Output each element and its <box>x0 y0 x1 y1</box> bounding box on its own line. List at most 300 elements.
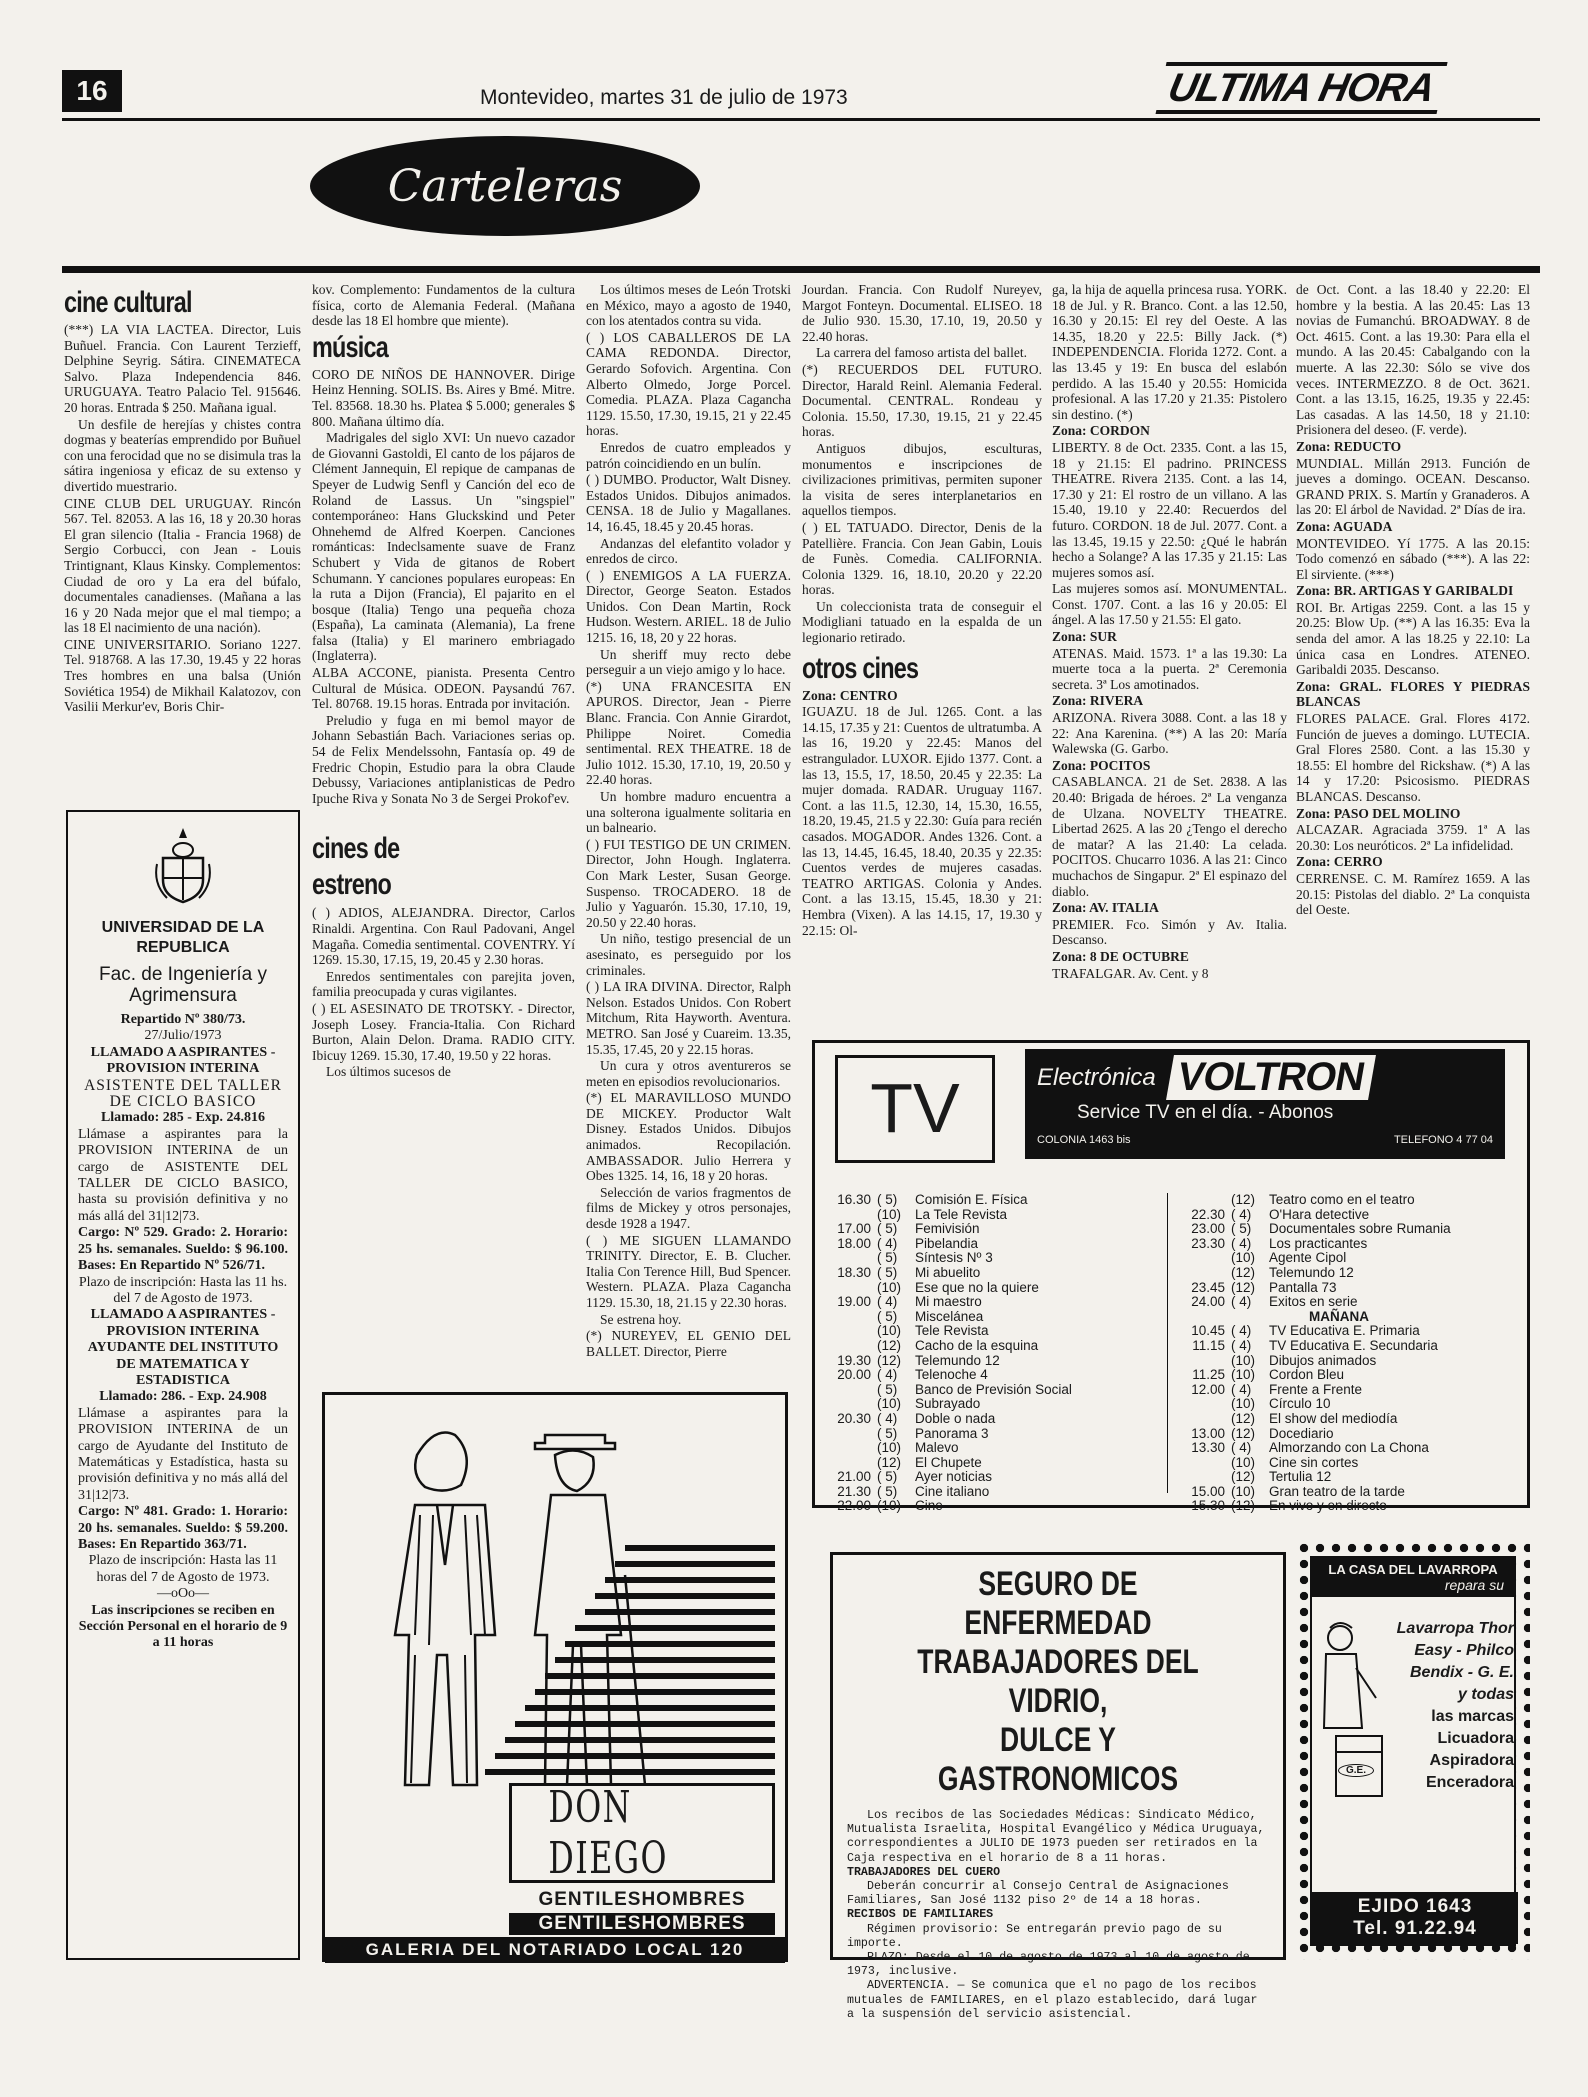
tv-time <box>821 1324 877 1339</box>
lavarropa-ad <box>1310 1556 1516 1946</box>
tv-show: Teatro como en el teatro <box>1269 1192 1415 1207</box>
masthead-logo <box>1154 66 1545 120</box>
paragraph: ARIZONA. Rivera 3088. Cont. a las 18 y 22: Ana Karenina. (**) A las 20: María Walewska (G. Garbo. <box>1052 710 1287 757</box>
tv-channel: (10) <box>1231 1352 1256 1368</box>
section-banner <box>310 136 700 236</box>
don-diego-ad <box>322 1392 788 1962</box>
tv-show: Ese que no la quiere <box>915 1279 1039 1295</box>
seguro-text: Los recibos de las Sociedades Médicas: Sindicato Médico, Mutualista Israelita, Hospital Evangélico y Médica Uruguaya, correspondientes a JULIO DE 1973 pueden ser retirados en la Caja respectiva en el horario de 8 a 11 horas. <box>847 1809 1265 1865</box>
don-diego-address: GALERIA DEL NOTARIADO LOCAL 120 <box>325 1937 785 1963</box>
tv-time <box>821 1310 877 1325</box>
tv-channel: (10) <box>1231 1454 1256 1470</box>
tv-show: El show del mediodía <box>1269 1410 1398 1426</box>
tv-time: 13.30 <box>1191 1440 1225 1456</box>
paragraph: ( ) LA IRA DIVINA. Director, Ralph Nelson. Estados Unidos. Con Robert Mitchum, Rita Hayworth. Aventura. METRO. San José y Cuareim. 13.35, 15.35, 17.45, 20 y 22.15 horas. <box>586 979 791 1057</box>
tv-channel: (12) <box>1231 1264 1256 1280</box>
tv-show: Círculo 10 <box>1269 1396 1331 1412</box>
seguro-text: PLAZO: Desde el 10 de agosto de 1973 al 10 de agosto de 1973, inclusive. <box>847 1951 1250 1979</box>
lavarropa-subtitle: repara su <box>1312 1577 1514 1597</box>
tv-program-row <box>1175 1339 1525 1354</box>
paragraph: kov. Complemento: Fundamentos de la cultura física, corto de Alemania Federal. (Mañana desde las 18 El hombre que miente). <box>312 282 575 329</box>
zone-heading: Zona: REDUCTO <box>1296 438 1402 454</box>
tv-program-row <box>821 1397 1161 1412</box>
tv-program-right <box>1175 1193 1525 1514</box>
tv-channel: (12) <box>1231 1498 1256 1514</box>
tv-show: Cordon Bleu <box>1269 1367 1345 1383</box>
voltron-address: COLONIA 1463 bis <box>1037 1134 1131 1146</box>
tv-program-row <box>821 1368 1161 1383</box>
paragraph: Un niño, testigo presencial de un asesinato, es perseguido por los criminales. <box>586 931 791 978</box>
tv-program-row <box>1175 1383 1525 1398</box>
paragraph: CERRENSE. C. M. Ramírez 1659. A las 20.15: Pistolas del diablo. 2ª La conquista del Oeste. <box>1296 870 1530 918</box>
tv-program-left <box>821 1193 1161 1514</box>
seguro-heading-2: TRABAJADORES DEL VIDRIO, <box>917 1643 1199 1720</box>
tv-time: 16.30 <box>837 1192 871 1207</box>
voltron-brand: VOLTRON <box>1166 1055 1376 1100</box>
paragraph: MONTEVIDEO. Yí 1775. A las 20.15: Todo comenzó en sábado (***). A las 22: El sirviente. (***) <box>1296 535 1530 582</box>
zone-heading: Zona: RIVERA <box>1052 693 1144 709</box>
lavarropa-brand: las marcas <box>1431 1708 1514 1725</box>
column-musica-estreno <box>312 282 575 1392</box>
tv-show: TV Educativa E. Secundaria <box>1269 1337 1438 1353</box>
tv-time <box>821 1427 877 1442</box>
tv-program-row <box>1175 1397 1525 1412</box>
tv-time: 20.30 <box>837 1410 871 1426</box>
paragraph: Las mujeres somos así. MONUMENTAL. Const. 1707. Cont. a las 16 y 20.05: El ángel. A las 17.50 y 21.55: El gato. <box>1052 581 1287 628</box>
paragraph: Andanzas del elefantito volador y enredos de circo. <box>586 535 791 567</box>
tv-channel: ( 4) <box>1231 1294 1252 1310</box>
tv-time: 18.00 <box>837 1235 871 1251</box>
don-diego-logo-box <box>509 1783 775 1883</box>
seguro-enfermedad-ad <box>830 1552 1286 2021</box>
seguro-text: ADVERTENCIA. — Se comunica que el no pago de los recibos mutuales de FAMILIARES, en el plazo establecido, dará lugar a la suspensión del servicio asistencial. <box>847 1979 1258 2021</box>
paragraph: Los últimos meses de León Trotski en México, mayo a agosto de 1940, con los atentados contra su vida. <box>586 282 791 329</box>
lavarropa-brand: y todas <box>1457 1686 1514 1703</box>
tv-channel: (12) <box>877 1352 902 1368</box>
tv-channel: (12) <box>1231 1469 1256 1485</box>
paragraph: ATENAS. Maid. 1573. 1ª a las 19.30: La muerte toca a la puerta. 2ª Ceremonia secreta. 3ª Los amotinados. <box>1052 645 1287 692</box>
tv-program-row <box>821 1339 1161 1354</box>
tv-program-row <box>821 1383 1161 1398</box>
tv-time: 24.00 <box>1191 1294 1225 1310</box>
lavarropa-brand: Bendix - G. E. <box>1409 1664 1514 1681</box>
ad-line: 27/Julio/1973 <box>144 1028 222 1044</box>
zone-heading: Zona: GRAL. FLORES Y PIEDRAS BLANCAS <box>1296 678 1530 710</box>
don-diego-brand: DON DIEGO <box>548 1782 668 1884</box>
don-diego-tagline-1: GENTILESHOMBRES <box>538 1889 746 1910</box>
tv-channel: (10) <box>877 1440 902 1456</box>
tv-show: En vivo y en directo <box>1269 1498 1387 1514</box>
ad-line: LLAMADO A ASPIRANTES - PROVISION INTERINA <box>90 1307 276 1339</box>
tv-time <box>1175 1266 1231 1281</box>
tv-channel: (12) <box>1231 1279 1256 1295</box>
tv-channel: ( 4) <box>1231 1337 1252 1353</box>
paragraph: Madrigales del siglo XVI: Un nuevo cazador de Giovanni Gastoldi, El canto de los pájaros de Clément Jannequin, El repique de campanas de Speyer de Ludwig Senfl y Canción del eco de Roland de Lassus. Un "singspiel" contemporáneo: Hans Gluckskind und Peter Ohnehemd de Alfred Koerpen. Canciones románticas: Indeclsamente suave de Franz Schubert y Vida de gitanos de Robert Schumann. Y canciones populares europeas: En la ruta a Dijon (Francia), El pajarito en el bosque (Italia) Tengo una pequeña choza (España), La caminata (Alemania), La frene falsa (Italia) y El marinero embriagado (Inglaterra). <box>312 430 575 664</box>
tv-show: Banco de Previsión Social <box>915 1381 1072 1397</box>
tv-time: 18.30 <box>837 1264 871 1280</box>
ad-title: UNIVERSIDAD DE LA REPUBLICA <box>101 919 265 956</box>
woman-appliance-icon <box>1316 1618 1386 1818</box>
paragraph: CINE CLUB DEL URUGUAY. Rincón 567. Tel. 82053. A las 16, 18 y 20.30 horas El gran silencio (Italia - Francia 1968) de Sergio Corbucci, con Jean - Louis Trintignant, Klaus Kinsky. Complementos: Ciudad de oro y La era del búfalo, documentales canadienses. (Mañana a las 16 y 20 Nada mejor que el mal tiempo; a las 18 El nacimiento de una nación). <box>64 495 301 636</box>
tv-show: Mi abuelito <box>915 1264 981 1280</box>
tv-program-row <box>1175 1266 1525 1281</box>
paragraph: ( ) ME SIGUEN LLAMANDO TRINITY. Director, E. B. Clucher. Italia Con Terence Hill, Bud Spencer. Western. PLAZA. Plaza Cagancha 1129. 15.30, 18, 21.15 y 22.30 horas. <box>586 1232 791 1310</box>
tv-show: Almorzando con La Chona <box>1269 1440 1429 1456</box>
tv-time <box>1175 1397 1231 1412</box>
paragraph: Antiguos dibujos, esculturas, monumentos e inscripciones de civilizaciones primitivas, permiten suponer la visita de seres interplanetarios en aquellos tiempos. <box>802 440 1042 519</box>
column-cine-cultural <box>64 284 301 804</box>
paragraph: CORO DE NIÑOS DE HANNOVER. Dirige Heinz Henning. SOLIS. Bs. Aires y Bmé. Mitre. Tel. 83568. 18.30 hs. Platea $ 5.000; generales $ 800. Mañana último día. <box>312 366 575 429</box>
tv-channel: ( 5) <box>877 1381 898 1397</box>
ad-line: —oOo— <box>156 1586 210 1602</box>
ad-line: Plazo de inscripción: Hasta las 11 horas del 7 de Agosto de 1973. <box>88 1553 278 1585</box>
seguro-text: Régimen provisorio: Se entregarán previo pago de su importe. <box>847 1922 1222 1950</box>
tv-channel: (10) <box>877 1206 902 1222</box>
tv-time <box>1175 1412 1231 1427</box>
zone-heading: Zona: CERRO <box>1296 854 1383 870</box>
paragraph: (*) EL MARAVILLOSO MUNDO DE MICKEY. Productor Walt Disney. Estados Unidos. Dibujos animados. Recopilación. AMBASSADOR. Julio Herrera y Obes 1325. 14, 16, 18 y 20 horas. <box>586 1090 791 1184</box>
tv-show: Subrayado <box>915 1396 981 1412</box>
tv-channel: ( 5) <box>877 1264 898 1280</box>
tv-program-row <box>821 1266 1161 1281</box>
paragraph: Un sheriff muy recto debe perseguir a un viejo amigo y lo hace. <box>586 646 791 678</box>
section-title-otros-cines: otros cines <box>802 651 919 685</box>
tv-program-row <box>821 1412 1161 1427</box>
zone-heading: Zona: SUR <box>1052 629 1117 645</box>
paragraph: Enredos de cuatro empleados y patrón coincidiendo en un bulín. <box>586 439 791 471</box>
tv-channel: ( 5) <box>877 1221 898 1237</box>
tv-channel: ( 4) <box>877 1235 898 1251</box>
paragraph: Enredos sentimentales con parejita joven, familia preocupada y curas vigilantes. <box>312 968 575 1000</box>
paragraph: LIBERTY. 8 de Oct. 2335. Cont. a las 15, 18 y 21.15: El padrino. PRINCESS THEATRE. Rivera 2135. Cont. a las 14, 17.30 y 21: El rostro de un villano. A las 15.40, 19.10 y 22.40: Recuerdos del futuro. CORDON. 18 de Jul. 2077. Cont. a las 13.45, 19.15 y 22.50: ¿Qué le habrán hecho a Solange? A las 17.35 y 21.15: Las mujeres somos así. <box>1052 439 1287 580</box>
tv-program-row <box>821 1354 1161 1369</box>
tv-program-row <box>1175 1193 1525 1208</box>
paragraph: La carrera del famoso artista del ballet. <box>816 345 1028 361</box>
tv-time: 11.25 <box>1192 1367 1225 1383</box>
tv-time: 13.00 <box>1191 1425 1225 1441</box>
tv-program-row <box>821 1310 1161 1325</box>
shield-icon <box>153 824 213 904</box>
paragraph: Preludio y fuga en mi bemol mayor de Johann Sebastián Bach. Variaciones serias op. 54 de Felix Mendelssohn, Fantasía op. 49 de Fredric Chopin, Estudio para la obra Claude Debussy, Variaciones antiplanisticas de Pedro Ipuche Riva y Sonata No 3 de Sergei Prokof'ev. <box>312 712 575 806</box>
paragraph: ( ) ENEMIGOS A LA FUERZA. Director, George Seaton. Estados Unidos. Con Dean Martin, Rock Hudson. Western. ARIEL. 18 de Julio 1215. 16, 18, 20 y 22 horas. <box>586 567 791 646</box>
seguro-heading-3: DULCE Y GASTRONOMICOS <box>937 1721 1179 1798</box>
tv-show: Cine italiano <box>915 1483 990 1499</box>
ad-line: AYUDANTE DEL INSTITUTO DE MATEMATICA Y ESTADISTICA <box>87 1340 279 1388</box>
tv-show: Cine sin cortes <box>1269 1454 1359 1470</box>
tv-channel: ( 5) <box>1231 1221 1252 1237</box>
paragraph: (*) RECUERDOS DEL FUTURO. Director, Harald Reinl. Alemania Federal. Documental. CENTRAL. Rondeau y Colonia. 15.50, 17.30, 19.15, 21 y 22.45 horas. <box>802 361 1042 440</box>
tv-program-row <box>1175 1281 1525 1296</box>
tv-section <box>812 1040 1530 1514</box>
column-zonas-2 <box>1296 282 1530 1042</box>
tv-channel: (10) <box>1231 1396 1256 1412</box>
tv-channel: (12) <box>877 1454 902 1470</box>
lavarropa-badge: G.E. <box>1338 1764 1374 1777</box>
tv-program-row <box>1175 1412 1525 1427</box>
voltron-service: Service TV en el día. - Abonos <box>1077 1102 1334 1123</box>
tv-show: Cine <box>915 1498 943 1514</box>
gentlemen-illustration-icon <box>325 1395 785 1795</box>
tv-program-row <box>821 1222 1161 1237</box>
tv-program-row <box>1175 1222 1525 1237</box>
paragraph: ( ) ADIOS, ALEJANDRA. Director, Carlos Rinaldi. Argentina. Con Raul Padovani, Angel Magaña. Comedia sentimental. COVENTRY. Yí 1269. 15.30, 17.15, 19, 20.45 y 2.30 horas. <box>312 905 575 968</box>
tv-time <box>1175 1193 1231 1208</box>
tv-show: Los practicantes <box>1269 1235 1368 1251</box>
tv-time: 15.00 <box>1191 1483 1225 1499</box>
tv-channel: ( 4) <box>1231 1323 1252 1339</box>
lavarropa-brand: Enceradora <box>1425 1774 1514 1791</box>
tv-channel: ( 4) <box>877 1367 898 1383</box>
tv-show: Comisión E. Física <box>915 1192 1028 1207</box>
seguro-heading-1: SEGURO DE ENFERMEDAD <box>964 1565 1152 1642</box>
tv-time: 11.15 <box>1192 1337 1225 1353</box>
tv-program-row <box>821 1295 1161 1310</box>
tv-channel: ( 4) <box>1231 1235 1252 1251</box>
tv-program-row <box>821 1237 1161 1252</box>
banner-rule <box>62 266 1540 273</box>
paragraph: ( ) FUI TESTIGO DE UN CRIMEN. Director, John Hough. Inglaterra. Con Mark Lester, Susan George. Suspenso. TROCADERO. 18 de Julio y Yaguarón. 15.30, 17.10, 19, 20.50 y 22.40 horas. <box>586 836 791 930</box>
zone-heading: Zona: CORDON <box>1052 423 1150 439</box>
paragraph: Un coleccionista trata de conseguir el Modigliani tatuado en la espalda de un legionario retirado. <box>802 598 1042 646</box>
tv-channel: ( 4) <box>1231 1440 1252 1456</box>
ad-line: ASISTENTE DEL TALLER DE CICLO BASICO <box>84 1076 282 1111</box>
tv-channel: (10) <box>1231 1250 1256 1266</box>
tv-program-row <box>821 1441 1161 1456</box>
zone-heading: Zona: 8 DE OCTUBRE <box>1052 948 1189 964</box>
tv-program-row <box>1175 1251 1525 1266</box>
lavarropa-brand: Aspiradora <box>1429 1752 1514 1769</box>
tv-time <box>821 1397 877 1412</box>
tv-channel: ( 5) <box>877 1469 898 1485</box>
ad-line: LLAMADO A ASPIRANTES - PROVISION INTERINA <box>90 1044 276 1077</box>
tv-show: Pibelandia <box>915 1235 979 1251</box>
section-title-musica: música <box>312 330 388 364</box>
tv-program-row <box>821 1485 1161 1500</box>
tv-time: 19.00 <box>837 1294 871 1310</box>
paragraph: (***) LA VIA LACTEA. Director, Luis Buñuel. Francia. Con Laurent Terzieff, Delphine Seyrig. Sátira. CINEMATECA Salvo. Plaza Independencia 846. URUGUAYA. Teatro Palacio Tel. 915646. 20 horas. Entrada $ 250. Mañana igual. <box>64 322 301 415</box>
tv-channel: ( 4) <box>877 1410 898 1426</box>
paragraph: Un desfile de herejías y chistes contra dogmas y beaterías emprendido por Buñuel con una ferocidad que no se disimula tras la sátira ingeniosa y eficaz de su extenso y divertido muestrario. <box>64 416 301 494</box>
tv-show: Miscelánea <box>915 1308 984 1324</box>
tv-show: Gran teatro de la tarde <box>1269 1483 1405 1499</box>
tv-channel: (10) <box>877 1323 902 1339</box>
tv-program-row <box>1175 1208 1525 1223</box>
tv-channel: (10) <box>877 1498 902 1514</box>
lavarropa-brand: Lavarropa Thor <box>1396 1620 1514 1637</box>
tv-channel: (12) <box>1231 1410 1256 1426</box>
tv-channel: ( 5) <box>877 1250 898 1266</box>
lavarropa-title: LA CASA DEL LAVARROPA <box>1312 1558 1514 1577</box>
tv-channel: ( 5) <box>877 1425 898 1441</box>
lavarropa-phone: Tel. 91.22.94 <box>1353 1918 1477 1939</box>
seguro-text: RECIBOS DE FAMILIARES <box>847 1908 994 1922</box>
tv-show: Telemundo 12 <box>1269 1264 1354 1280</box>
tv-time: 10.45 <box>1191 1323 1225 1339</box>
tv-program-row <box>821 1324 1161 1339</box>
section-title-estreno-1: cines de <box>312 832 400 866</box>
ad-line: Llamado: 285 - Exp. 24.816 <box>100 1110 266 1126</box>
tv-program-row <box>821 1251 1161 1266</box>
tv-program-row <box>1175 1485 1525 1500</box>
paragraph: de Oct. Cont. a las 18.40 y 22.20: El hombre y la bestia. A las 20.45: Las 13 novias de Fumanchú. BROADWAY. 8 de Oct. 4615. Cont. a las 19.30: Para ella el mundo. A las 20.45: Cabalgando con la muerte. A las 22.30: Sólo se vive dos veces. INTERMEZZO. 8 de Oct. 3621. Cont. a las 13.15, 16.25, 19.35 y 22.45: Las casadas. A las 14.50, 18 y 21.10: Prisionera del deseo. (F. verde). <box>1296 282 1530 438</box>
paragraph: ALBA ACCONE, pianista. Presenta Centro Cultural de Música. ODEON. Paysandú 767. Tel. 80768. 19.15 horas. Entrada por invitación. <box>312 665 575 712</box>
issue-date: Montevideo, martes 31 de julio de 1973 <box>480 86 848 109</box>
tv-show: O'Hara detective <box>1269 1206 1370 1222</box>
tv-time: 23.00 <box>1191 1221 1225 1237</box>
tv-time: 20.00 <box>837 1367 871 1383</box>
paragraph: ( ) EL ASESINATO DE TROTSKY. - Director, Joseph Losey. Francia-Italia. Con Richard Burton, Alain Delon. Drama. RADIO CITY. Ibicuy 1269. 15.30, 17.40, 19.50 y 22 horas. <box>312 1000 575 1063</box>
paragraph: Selección de varios fragmentos de films de Mickey y otros personajes, desde 1928 a 1947. <box>586 1184 791 1232</box>
paragraph: IGUAZU. 18 de Jul. 1265. Cont. a las 14.15, 17.35 y 21: Cuentos de ultratumba. A las 16, 19.20 y 22.45: Manos del estrangulador. LUXOR. Ejido 1377. Cont. a las 13, 15.5, 17, 18.50, 20.45 y 22.35: La mujer domada. RADAR. Uruguay 1167. Cont. a las 11.5, 12.30, 14, 15.30, 16.55, 18.20, 19.45, 21.5 y 22.30: Guía para recién casados. MOGADOR. Andes 1326. Cont. a las 13, 14.45, 16.45, 18.40, 20.35 y 22.35: Cuentos verdes de mujeres casadas. TEATRO ARTIGAS. Colonia y Andes. Cont. a las 13.15, 15.45, 18.30 y 21: Hembra (Vixen). A las 14.15, 17, 19.30 y 22.15: Ol- <box>802 704 1042 938</box>
zone-heading: Zona: AV. ITALIA <box>1052 900 1159 916</box>
tv-show: Frente a Frente <box>1269 1381 1363 1397</box>
tv-program-row <box>1175 1368 1525 1383</box>
tv-channel: ( 4) <box>1231 1206 1252 1222</box>
tv-show: Ayer noticias <box>915 1469 993 1485</box>
page-number: 16 <box>62 70 122 112</box>
column-zonas-1 <box>1052 282 1287 1042</box>
paragraph: (*) UNA FRANCESITA EN APUROS. Director, Jean - Pierre Blanc. Francia. Con Annie Girardot, Philippe Noiret. Comedia sentimental. REX THEATRE. 18 de Julio 1012. 15.30, 17.10, 19, 20.50 y 22.40 horas. <box>586 678 791 788</box>
paragraph: FLORES PALACE. Gral. Flores 4172. Función de jueves a domingo. LUTECIA. Gral Flores 2580. Cont. a las 15.30 y 18.55: El hombre del Rickshaw. (*) A las 14 y 17.20: Psicosismo. PIEDRAS BLANCAS. Descanso. <box>1296 711 1530 804</box>
tv-time <box>821 1339 877 1354</box>
paragraph: Un hombre maduro encuentra a una solterona igualmente solitaria en un balneario. <box>586 789 791 836</box>
tv-time: 19.30 <box>837 1352 871 1368</box>
tv-program-row <box>1175 1295 1525 1310</box>
lavarropa-brand: Easy - Philco <box>1414 1642 1514 1659</box>
ad-subtitle: Fac. de Ingeniería y Agrimensura <box>99 964 267 1006</box>
don-diego-tagline-2: GENTILESHOMBRES <box>509 1913 775 1935</box>
paragraph: Jourdan. Francia. Con Rudolf Nureyev, Margot Fonteyn. Documental. ELISEO. 18 de Julio 930. 15.30, 17.10, 19, 20.50 y 22.40 horas. <box>802 282 1042 344</box>
tv-time: 23.30 <box>1191 1235 1225 1251</box>
lavarropa-brand: Licuadora <box>1437 1730 1514 1747</box>
tv-channel: ( 4) <box>877 1294 898 1310</box>
tv-program-row <box>1175 1310 1525 1325</box>
zone-heading: Zona: AGUADA <box>1296 518 1393 534</box>
zone-heading: Zona: BR. ARTIGAS Y GARIBALDI <box>1296 583 1514 599</box>
zone-heading: Zona: POCITOS <box>1052 757 1151 773</box>
paragraph: Se estrena hoy. <box>600 1311 682 1327</box>
masthead-text: ULTIMA HORA <box>1156 62 1448 114</box>
tv-show: Pantalla 73 <box>1269 1279 1337 1295</box>
column-estreno-cont <box>586 282 791 1392</box>
tv-time: 12.00 <box>1191 1381 1225 1397</box>
paragraph: (*) NUREYEV, EL GENIO DEL BALLET. Director, Pierre <box>586 1328 791 1359</box>
ad-line: Cargo: Nº 529. Grado: 2. Horario: 25 hs. semanales. Sueldo: $ 96.100. Bases: En Repartido Nº 526/71. <box>78 1225 288 1274</box>
tv-show: Dibujos animados <box>1269 1352 1377 1368</box>
seguro-text: Deberán concurrir al Consejo Central de Asignaciones Familiares, San José 1132 piso 2º de 14 a 18 horas. <box>847 1880 1229 1908</box>
paragraph: MUNDIAL. Millán 2913. Función de jueves a domingo. OCEAN. Descanso. GRAND PRIX. S. Martín y Granaderos. A las 20: El árbol de Navidad. 2ª Días de ira. <box>1296 455 1530 518</box>
tv-time <box>821 1383 877 1398</box>
tv-program-row <box>821 1427 1161 1442</box>
tv-time: 15.30 <box>1191 1498 1225 1514</box>
tv-program-row <box>821 1499 1161 1514</box>
ad-line: Llámase a aspirantes para la PROVISION INTERINA de un cargo de Ayudante del Instituto de Matemáticas y Estadística, hasta su provisión definitiva y no más allá del 31|12|73. <box>78 1405 288 1503</box>
tv-time: 22.00 <box>837 1498 871 1514</box>
tv-program-row <box>1175 1499 1525 1514</box>
tv-channel: (10) <box>1231 1483 1256 1499</box>
voltron-ad <box>1025 1049 1505 1159</box>
tv-channel: ( 5) <box>877 1308 898 1324</box>
tv-show: Telenoche 4 <box>915 1367 988 1383</box>
tv-time: 17.00 <box>837 1221 871 1237</box>
paragraph: ( ) EL TATUADO. Director, Denis de la Patellière. Francia. Con Jean Gabin, Louis de Funès. Comedia. CALIFORNIA. Colonia 1329. 16, 18.10, 20.20 y 22.20 horas. <box>802 519 1042 598</box>
paragraph: TRAFALGAR. Av. Cent. y 8 <box>1052 965 1209 981</box>
tv-program-row <box>821 1281 1161 1296</box>
paragraph: CINE UNIVERSITARIO. Soriano 1227. Tel. 918768. A las 17.30, 19.45 y 22 horas Tres hombres en una balsa (Unión Soviética 1954) de Mikhail Kalatozov, con Vasilii Merkur'ev, Boris Chir- <box>64 636 301 715</box>
lavarropa-address: EJIDO 1643 <box>1357 1896 1473 1917</box>
tv-time <box>821 1281 877 1296</box>
tv-program-row <box>1175 1456 1525 1471</box>
section-title-cine-cultural: cine cultural <box>64 286 192 319</box>
tv-show: Cacho de la esquina <box>915 1337 1039 1353</box>
tv-time <box>1175 1251 1231 1266</box>
paragraph: ga, la hija de aquella princesa rusa. YORK. 18 de Jul. y R. Branco. Cont. a las 12.50, 16.30 y 20.15: El rey del Oeste. A las 14.35, 18.20 y 22.5: Billy Jack. (*) INDEPENDENCIA. Florida 1272. Cont. a las 13.45 y 19: En busca del eslabón perdido. A las 15.40 y 20.55: Homicida profesional. A las 17.20 y 21.35: Pistolero sin destino. (*) <box>1052 282 1287 422</box>
voltron-electronica: Electrónica <box>1037 1063 1156 1091</box>
tv-show: MAÑANA <box>1309 1308 1369 1324</box>
tv-time <box>1175 1354 1231 1369</box>
ad-line: Plazo de inscripción: Hasta las 11 hs. del 7 de Agosto de 1973. <box>78 1274 288 1306</box>
tv-program-row <box>1175 1354 1525 1369</box>
paragraph: ( ) LOS CABALLEROS DE LA CAMA REDONDA. Director, Gerardo Sofovich. Argentina. Con Alberto Olmedo, Jorge Porcel. Comedia. PLAZA. Plaza Cagancha 1129. 15.50, 17.30, 19.15, 21 y 22.45 horas. <box>586 329 791 439</box>
tv-channel: (12) <box>1231 1192 1256 1207</box>
tv-time: 21.00 <box>837 1469 871 1485</box>
ad-line: Repartido Nº 380/73. <box>120 1012 246 1027</box>
tv-label: TV <box>835 1055 995 1163</box>
paragraph: CASABLANCA. 21 de Set. 2838. A las 20.40: Brigada de héroes. 2ª La venganza de Ulzana. NOVELTY THEATRE. Libertad 2625. A las 20 ¿Tengo el derecho de matar? A las 21.40: La celada. POCITOS. Chucarro 1036. A las 21: Cinco muchachos de Singapur. 2ª El espinazo del diablo. <box>1052 774 1287 899</box>
ad-line: Las inscripciones se reciben en Sección Personal en el horario de 9 a 11 horas <box>78 1602 288 1651</box>
tv-program-row <box>1175 1324 1525 1339</box>
tv-program-row <box>1175 1470 1525 1485</box>
ad-line: Llamado: 286. - Exp. 24.908 <box>99 1389 267 1405</box>
tv-time <box>1175 1470 1231 1485</box>
tv-time: 23.45 <box>1191 1279 1225 1295</box>
tv-show: TV Educativa E. Primaria <box>1269 1323 1420 1339</box>
tv-show: Mi maestro <box>915 1294 982 1310</box>
voltron-phone: TELEFONO 4 77 04 <box>1393 1134 1493 1146</box>
tv-time <box>821 1441 877 1456</box>
ad-line: Cargo: Nº 481. Grado: 1. Horario: 20 hs. semanales. Sueldo: $ 59.200. Bases: En Repartido 363/71. <box>78 1504 288 1552</box>
paragraph: ALCAZAR. Agraciada 3759. 1ª A las 20.30: Los neuróticos. 2ª La infidelidad. <box>1296 822 1530 853</box>
tv-channel: (10) <box>877 1396 902 1412</box>
zone-heading: Zona: CENTRO <box>802 687 898 703</box>
paragraph: ROI. Br. Artigas 2259. Cont. a las 15 y 20.25: Blow Up. (**) A las 16.35: Eva la senda del amor. A las 18.25 y 22.10: La única casa en Londres. ATENEO. Garibaldi 2035. Descanso. <box>1296 599 1530 678</box>
tv-time <box>821 1456 877 1471</box>
tv-show: Documentales sobre Rumania <box>1269 1221 1451 1237</box>
tv-channel: (10) <box>1231 1367 1256 1383</box>
tv-channel: ( 5) <box>877 1192 898 1207</box>
paragraph: ( ) DUMBO. Productor, Walt Disney. Estados Unidos. Dibujos animados. CENSA. 18 de Julio y Magallanes. 14, 16.45, 18.45 y 20.45 horas. <box>586 472 791 534</box>
paragraph: PREMIER. Fco. Simón y Av. Italia. Descanso. <box>1052 916 1287 948</box>
tv-time <box>1175 1310 1231 1325</box>
tv-channel: (10) <box>877 1279 902 1295</box>
tv-show: Tele Revista <box>915 1323 989 1339</box>
tv-program-row <box>821 1208 1161 1223</box>
tv-show: La Tele Revista <box>915 1206 1008 1222</box>
tv-time: 22.30 <box>1191 1206 1225 1222</box>
tv-show: Síntesis Nº 3 <box>915 1250 993 1266</box>
tv-channel <box>1231 1310 1269 1325</box>
tv-program-row <box>821 1193 1161 1208</box>
tv-channel: (12) <box>877 1337 902 1353</box>
ad-body <box>78 1012 288 1652</box>
paragraph: Los últimos sucesos de <box>326 1064 451 1080</box>
column-otros-cines <box>802 282 1042 1042</box>
tv-channel: ( 4) <box>1231 1381 1252 1397</box>
tv-program-row <box>1175 1237 1525 1252</box>
tv-program-row <box>1175 1441 1525 1456</box>
tv-show: Docediario <box>1269 1425 1334 1441</box>
tv-channel: (12) <box>1231 1425 1256 1441</box>
